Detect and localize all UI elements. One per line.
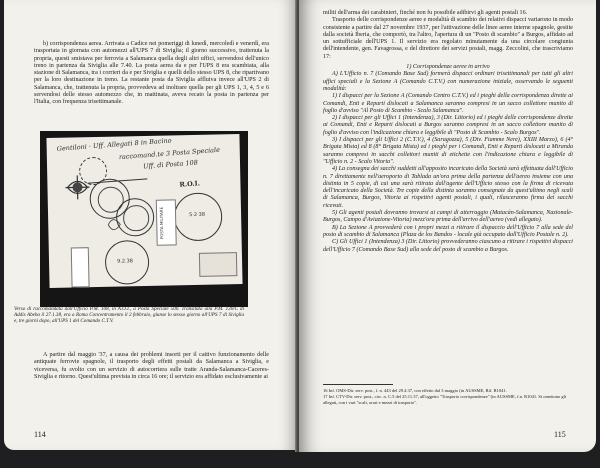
- envelope-handwriting-4: R.O.I.: [179, 179, 201, 189]
- registration-label: POSTA MILITARE: [156, 199, 177, 245]
- envelope-handwriting-1: Gentiloni · Uff. Allegati 8 in Bacino: [56, 136, 172, 153]
- item-a: A) L'Ufficio n. 7 (Comando Base Sud) formerà dispacci ordinari trisettimanali per tutti gli altri uffici speciali e la Sezione A (Comando C.T.V.) con numerazione iniziale, osservando le seguenti modalità:: [323, 71, 573, 92]
- envelope: [46, 134, 242, 288]
- figure-caption: Verso di raccomandata dall'Ufficio P.M. 108, in A.O.I., a Posta Speciale 500. Transitata alla P.M. 130/C di Addis Abeba il 27.1.38, era a Roma Concentramento il 2 febbraio, giunse lo stesso giorno all'UPS 7 di Siviglia e, tre giorni dopo, all'UPS 1 del Comando C.T.V.: [14, 306, 244, 325]
- circular-postmark-3: 5·2·38: [174, 192, 223, 241]
- registration-label-2: [71, 247, 90, 287]
- envelope-handwriting-2: raccomand.te 3 Posta Speciale: [118, 145, 221, 162]
- item-c: C) Gli Uffici 1 (Intendenza) 3 (Dir. Littorio) provvederanno ciascuno a ritirare i rispettivi dispacci dell'Ufficio 7 (Comando Base Sud) alla sede del posto di scambio a Burgos.: [323, 239, 573, 253]
- envelope-photo: [40, 131, 248, 307]
- envelope-handwriting-3: Uff. di Posta 108: [142, 158, 199, 171]
- right-page: [299, 0, 596, 452]
- paragraph-autocorriera: A partire dal maggio '37, a causa dei problemi insorti per il cattivo funzionamento delle antiquate ferrovie spagnole, il trasporto degli effetti postali da Salamanca a Siviglia, e viceversa, fu svolto con un servizio di autocorriera sulle tratte Aranda-Salamanca-Caceres-Siviglia e ritorno. Quest'ultima prevista in circa 16 ore; il servizio era affidato esclusivamente ai: [34, 352, 269, 380]
- footnote-17: 17 Inf. CTV-Dir. serv. post., circ. n. C.5 del 25.11.37, all'oggetto "Trasporto corrispondenze" (in AUSSME, f.n. R1041. Si omettono gli allegati, con i vari "scali, orari e mezzi di trasporto".: [323, 394, 567, 405]
- item-4: 4) La consegna dei sacchi suddetti all'apposito incaricato della Società sarà effettuata dall'Ufficio n. 7 direttamente nell'aeroporto di Tablada un'ora prima della partenza dell'aereo insieme con una distinta in 5 copie, di cui una sarà ritirata dall'agente dell'Ufficio stesso con la firma di ricevuta dell'incaricato della Società. Tre copie della distinta saranno consegnate da quest'ultimo negli scali di Salamanca, Burgos, Vitoria ai rispettivi agenti postali, i quali, rilasceranno firma dei sacchi ricevuti.: [323, 166, 573, 209]
- footnote-rule: [323, 384, 393, 385]
- left-page: [4, 0, 297, 450]
- circular-postmark-4: 9.2.38: [105, 240, 150, 285]
- section-heading: 1) Corrispondenze aeree in arrivo: [406, 64, 490, 71]
- page-number-right: 115: [554, 430, 566, 439]
- right-text: [323, 10, 573, 254]
- left-top-text: [34, 41, 269, 107]
- item-3: 3) I dispacci per gli Uffici 2 (C.T.V.), 4 (Saragozza), 5 (Div. Fiamme Nere), XXIII Marzo), 6 (4° Brigata Mista) ed 8 (8° Brigata Mista) ed i pieghi per i Comandi, Enti e Reparti dislocati a Miranda saranno compresi in sacchi collettori muniti di etichette con l'indicazione chiara e leggibile di "Ufficio n. 2 - Scalo Vitoria".: [323, 137, 573, 165]
- paragraph-carabinieri: militi dell'arma dei carabinieri, finché non fu possibile adibirvi gli agenti postali 16.: [323, 10, 528, 16]
- left-bottom-text: [34, 352, 269, 381]
- page-number-left: 114: [34, 430, 46, 439]
- item-b: B) La Sezione A provvederà con i propri mezzi a ritirare il dispaccio dell'Ufficio 7 alla sede del posto di scambio di Salamanca (Plaza de los Bandos - locale già occupato dall'Ufficio Postale n. 2).: [323, 224, 573, 238]
- paragraph-corrispondenza-aerea: b) corrispondenza aerea. Arrivata a Cadice nei pomeriggi di lunedì, mercoledì e venerdì, era trasportata in giornata con automezzi all'UPS 7 di Siviglia; il giorno successivo, trattenuta la propria, questi smistava per ferrovia a Salamanca quella degli altri uffici, servendosi dell'unico treno in partenza da Siviglia alle 7.40. La posta aerea da e per l'UPS 8 era scambiata, alla stazione di Salamanca, tra i corrieri da e per Siviglia e quelli dello stesso UPS 8, che ripartivano per la loro destinazione in treno. La restante posta da Siviglia affluiva invece all'UPS 2 di Salamanca, che, trattenuta la propria, provvedeva ad inoltrare quella per gli UPS 1, 3, 4, 5 e 6 servendosi delle stesso automezzo che, in mattinata, aveva recato la posta in partenza per l'Italia, con frequenza trisettimanale.: [34, 41, 269, 106]
- item-1: 1) I dispacci per la Sezione A (Comando Centro C.T.V.) ed i pieghi della corrispondenza dirette ai Comandi, Enti e Reparti dislocati a Salamanca saranno compresi in un sacco collettore munito di foglio d'avviso "Al Posto di Scambio - Scalo Salamanca".: [323, 93, 573, 114]
- paragraph-trasporto: Trasporto delle corrispondenze aeree e modalità di scambio dei relativi dispacci variarono in modo consistente a partire dal 27 novembre 1937, per l'attivazione delle linee aeree interne spagnole, gestite dalla società Iberia, che comportò, tra l'altro, l'apertura di un "Posto di scambio" a Burgos, affidato ad un sottufficiale dell'UPS 1. Il servizio era regolato minutamente da una circolare congiunta dell'intendente, gen. Favagrossa, e del direttore dei servizi postali, magg. Zeccolini, che trascriviamo 17:: [323, 17, 573, 60]
- envelope-seal: [199, 252, 237, 277]
- footnotes: [323, 388, 573, 405]
- item-5: 5) Gli agenti postali dovranno trovarsi ai campi di atterraggio (Matacán-Salamanca, Nazionale-Burgos, Campo d'Aviazione-Vitoria) mezz'ora prima dell'arrivo dell'aereo (vedi allegato).: [323, 210, 573, 224]
- item-2: 2) I dispacci per gli Uffici 1 (Intendenza), 3 (Dir. Littorio) ed i pieghi delle corrispondenze dirette ai Comandi, Enti e Reparti dislocati a Burgos saranno compresi in un sacco collettore munito di foglio d'avviso con l'indicazione chiara e leggibile di "Posto di Scambio - Scalo Burgos".: [323, 115, 573, 136]
- footnote-16: 16 Inf. OMS-Dir. serv. post., f. n. 443 del 29.4.37, con effetto dal 3 maggio (in AUSSME, Rif. R1041.: [323, 388, 507, 393]
